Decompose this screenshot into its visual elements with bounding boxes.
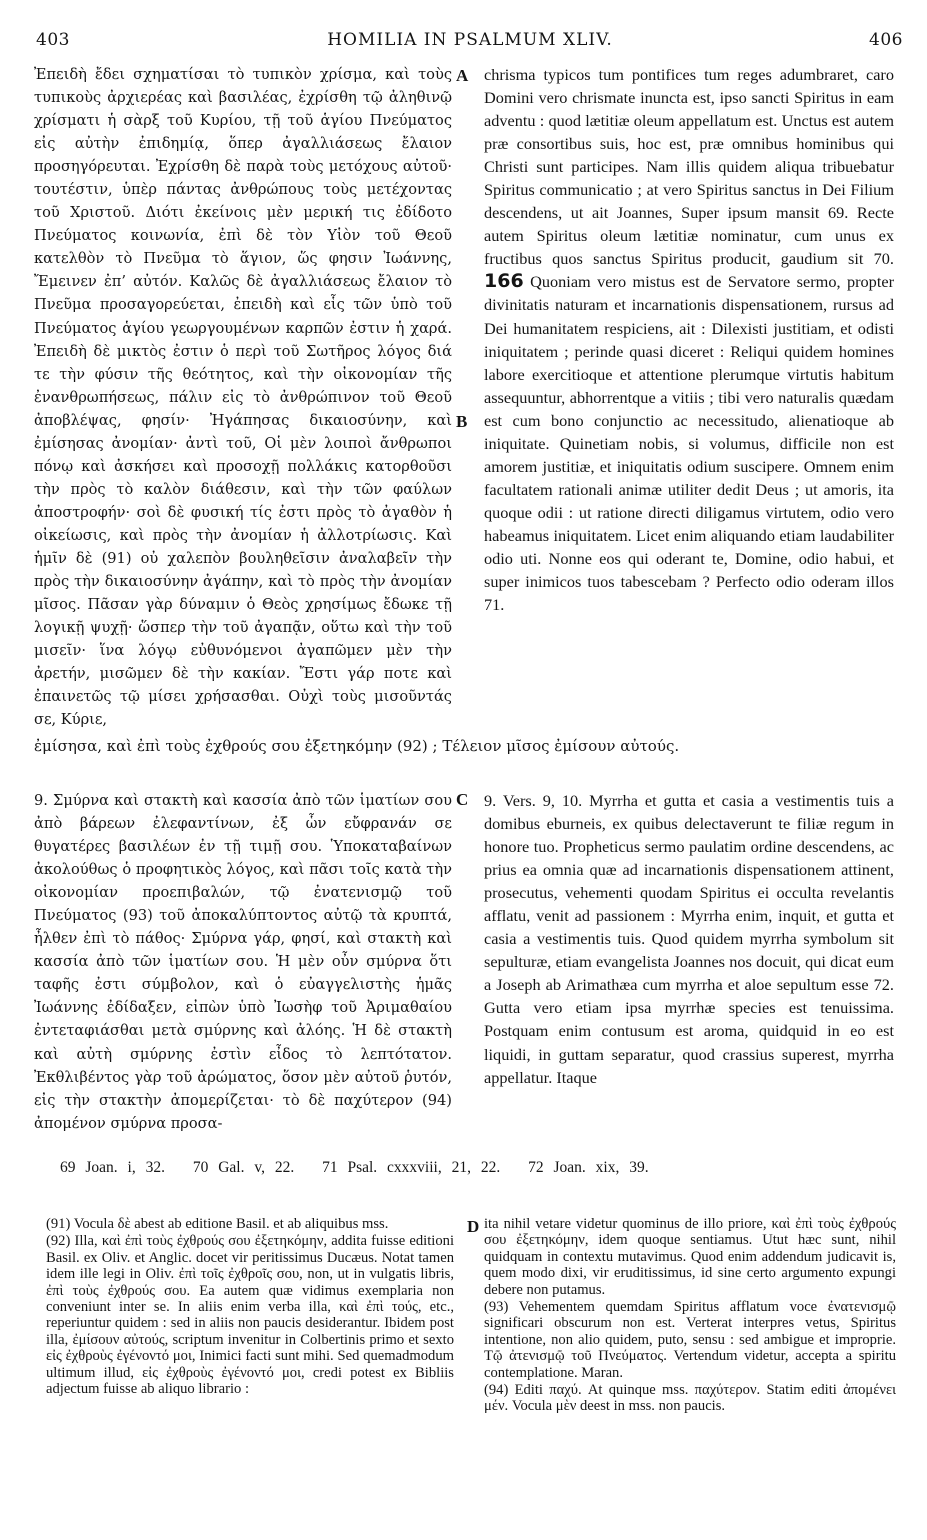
reference-item: 72 Joan. xix, 39.	[528, 1159, 649, 1176]
latin-text-1-part: chrisma typicos tum pontifices tum reges adumbraret, caro Domini vero chrismate inuncta est, ipso sancti Spiritus in eam adventu : quod lætitiæ oleum appellatum est. Unctus est autem præ consortibus suis, hoc est, præ omnibus hominibus qui Christi sunt participes. Nam illis quidem aliqua tribuebatur Spiritus communicatio ; at vero Spiritus sanctus in Dei Filium descendens, ut ait Joannes, Super ipsum mansit 69. Recte autem Spiritus oleum lætitiæ nominatur, cum unus ex fructibus quos sanctus Spiritus producit, gaudium sit 70.	[484, 65, 894, 269]
footnote-92: (92) Illa, καὶ ἐπὶ τοὺς ἐχθρούς σου ἐξετηκόμην, addita fuisse editioni Basil. ex Oliv. et Anglic. docet vir peritissimus Ducæus. Notat tamen idem ille legi in Oliv. ἐπὶ τοῖς ἐχθροῖς σου, non, ut in vulgatis libris, ἐπὶ τοὺς ἐχθρούς σου. Ea autem quæ vidimus exemplaria non conveniunt inter se. In aliis enim verba illa, καὶ ἐπὶ τούς, etc., reperiuntur quidem : sed in aliis non paucis desiderantur. Ibidem post illa, ἐμίσουν αὐτούς, scriptum invenitur in Colbertinis primo et sexto εἰς ἐχθροὺς ἐγένοντό μοι, Inimici facti sunt mihi. Sed quemadmodum ultimum illud, εἰς ἐχθροὺς ἐγένοντό μοι, credi potest ex Bibliis adjectum fuisse ab aliquo librario :	[46, 1233, 454, 1398]
scripture-references	[60, 1159, 900, 1177]
footnotes-left	[46, 1216, 454, 1516]
right-page-number: 406	[869, 30, 903, 50]
latin-text-1-cont: Quoniam vero mistus est de Servatore sermo, propter divinitatis naturam et incarnationis dispensationem, rursus ad Dei humanitatem respiciens, ait : Dilexisti justitiam, et odisti iniquitatem ; perinde quasi diceret : Reliqui quidem homines labore exercitioque et attentione plerumque virtutis habitum assequuntur, abhorrentque a vitiis ; tibi vero naturalis quædam est cum bono conjunctio ac necessitudo, alienatioque ab iniquitate. Quinetiam nobis, si volumus, difficile non est amorem justitiæ, et iniquitatis odium suscipere. Omnem enim facultatem rationali animæ utiliter dedit Deus ; ut amoris, ita quoque odii : ut ratione directi diligamus virtutem, odio vero habeamus iniquitatem. Licet enim aliquando etiam laudabiliter odio uti. Nonne eos qui oderant te, Domine, odio habui, et super inimicos tuos tabescebam ? Perfecto odio oderam illos 71.	[484, 272, 894, 615]
footnote-92-cont: ita nihil vetare videtur quominus de illo priore, καὶ ἐπὶ τοὺς ἐχθρούς σου ἐξετηκόμην, idem quoque sentiamus. Utut hæc sunt, nihil quidquam in contextu mutavimus. Quod enim addendum judicavit is, quem modo dixi, vir eruditissimus, id sine certo argumento expungi debere non putamus.	[484, 1216, 896, 1298]
margin-marker-a: A	[456, 66, 469, 85]
latin-column-bottom	[484, 789, 894, 1159]
running-title: HOMILIA IN PSALMUM XLIV.	[327, 30, 613, 50]
margin-marker-c: C	[456, 790, 469, 809]
left-page-number: 403	[36, 30, 70, 50]
greek-text-1: Ἐπειδὴ ἔδει σχηματίσαι τὸ τυπικὸν χρίσμα, καὶ τοὺς τυπικοὺς ἀρχιερέας καὶ βασιλέας, ἐχρίσθη τῷ ἀληθινῷ χρίσματι ἡ σὰρξ τοῦ Κυρίου, τῇ τοῦ ἁγίου Πνεύματος εἰς αὐτὴν ἐπιδημίᾳ, ὅπερ ἀγαλλιάσεως ἔλαιον προσηγόρευται. Ἐχρίσθη δὲ παρὰ τοὺς μετόχους αὐτοῦ· τουτέστιν, ὑπὲρ πάντας ἀνθρώπους τοὺς μετέχοντας τοῦ Χριστοῦ. Διότι ἐκείνοις μὲν μερική τις ἐδίδοτο Πνεύματος κοινωνία, ἐπὶ δὲ τὸν Υἱὸν τοῦ Θεοῦ κατελθὸν τὸ Πνεῦμα τὸ ἅγιον, ὥς φησιν Ἰωάννης, Ἔμεινεν ἐπ’ αὐτόν. Καλῶς δὲ ἀγαλλιάσεως ἔλαιον τὸ Πνεῦμα προσαγορεύεται, ἐπειδὴ καὶ εἷς τῶν ὑπὸ τοῦ Πνεύματος ἁγίου γεωργουμένων καρπῶν ἐστιν ἡ χαρά. Ἐπειδὴ δὲ μικτὸς ἐστιν ὁ περὶ τοῦ Σωτῆρος λόγος διά τε τὴν φύσιν τῆς θεότητος, καὶ τὴν οἰκονομίαν τῆς ἐνανθρωπήσεως, πάλιν εἰς τὸ ἀνθρώπινον τοῦ Θεοῦ ἀποβλέψας, φησίν· Ἠγάπησας δικαιοσύνην, καὶ ἐμίσησας ἀνομίαν· ἀντὶ τοῦ, Οἱ μὲν λοιποὶ ἄνθρωποι πόνῳ καὶ ἀσκήσει καὶ προσοχῇ πολλάκις κατορθοῦσι τὴν πρὸς τὸ καλὸν διάθεσιν, καὶ τὴν τῶν φαύλων ἀποστροφήν· σοὶ δὲ φυσική τίς ἐστι πρὸς τὸ ἀγαθὸν ἡ οἰκείωσις, καὶ πρὸς τὴν ἀνομίαν ἡ ἀλλοτρίωσις. Καὶ ἡμῖν δὲ (91) οὐ χαλεπὸν βουληθεῖσιν ἀναλαβεῖν τὴν πρὸς τὴν δικαιοσύνην ἀγάπην, καὶ τὸ πρὸς τὴν ἀνομίαν μῖσος. Πᾶσαν γὰρ δύναμιν ὁ Θεὸς χρησίμως ἔδωκε τῇ λογικῇ ψυχῇ· ὥσπερ τὴν τοῦ ἀγαπᾷν, οὕτω καὶ τὴν τοῦ μισεῖν· ἵνα λόγῳ εὐθυνόμενοι ἀγαπῶμεν μὲν τὴν ἀρετήν, μισῶμεν δὲ τὴν κακίαν. Ἔστι γάρ ποτε καὶ ἐπαινετῶς τῷ μίσει χρήσασθαι. Οὐχὶ τοὺς μισοῦντάς σε, Κύριε,	[34, 66, 452, 729]
latin-text-2: 9. Vers. 9, 10. Myrrha et gutta et casia a vestimentis tuis a domibus eburneis, ex quibus delectaverunt te filiæ regum in honore tuo. Propheticus sermo paulatim ordine descendens, ac prius ea omnia quæ ad incarnationis dispensationem attinent, prosecutus, vehementi quodam Spiritus ei occulta revelantis afflatu, venit ad passionem : Myrrha enim, inquit, et gutta et casia a vestimentis tuis. Quod quidem myrrha symbolum sit sepulturæ, etiam evangelista Joannes nos docuit, qui dicat eum a Joseph ab Arimathæa cum myrrha et aloe sepultum esse 72. Gutta vero etiam ipsa myrrhæ species est tenuissima. Postquam enim contusum est aroma, quidquid in eo est liquidi, in guttam separatur, quod crassius superest, myrrha appellatur. Itaque	[484, 791, 894, 1087]
footnotes-right	[484, 1216, 896, 1516]
margin-marker-d: D	[467, 1217, 480, 1236]
latin-column-top	[484, 63, 894, 795]
greek-column-top	[34, 63, 452, 795]
margin-marker-b: B	[456, 412, 468, 431]
footnote-91: (91) Vocula δὲ abest ab editione Basil. et ab aliquibus mss.	[46, 1216, 389, 1232]
footnote-94: (94) Editi παχύ. At quinque mss. παχύτερον. Statim editi ἀπομένει μέν. Vocula μὲν deest in mss. non paucis.	[484, 1382, 896, 1415]
footnote-93: (93) Vehementem quemdam Spiritus afflatum voce ἐνατενισμῷ significari obscurum non est. Verterat interpres vetus, Spiritus intentione, non alio quidem, puto, sensu : sed ambigue et improprie. Τῷ ἀτενισμῷ τοῦ Πνεύματος. Vertendum videtur, accepta a spiritu contemplatione. Maran.	[484, 1299, 896, 1381]
reference-item: 71 Psal. cxxxviii, 21, 22.	[322, 1159, 501, 1176]
bridge-line: ἐμίσησα, καὶ ἐπὶ τοὺς ἐχθρούς σου ἐξετηκόμην (92) ; Τέλειον μῖσος ἐμίσουν αὐτούς.	[34, 737, 680, 755]
greek-text-2: 9. Σμύρνα καὶ στακτὴ καὶ κασσία ἀπὸ τῶν ἱματίων σου ἀπὸ βάρεων ἐλεφαντίνων, ἐξ ὧν εὔφρανάν σε θυγατέρες βασιλέων ἐν τῇ τιμῇ σου. Ὑποκαταβαίνων ἀκολούθως ὁ προφητικὸς λόγος, καὶ πᾶσι τοῖς κατὰ τὴν οἰκονομίαν προεπιβαλών, τῷ ἐνατενισμῷ τοῦ Πνεύματος (93) τοῦ ἀποκαλύπτοντος αὐτῷ τὰ κρυπτά, ἦλθεν ἐπὶ τὸ πάθος· Σμύρνα γάρ, φησί, καὶ στακτὴ καὶ κασσία ἀπὸ τῶν ἱματίων σου. Ἡ μὲν οὖν σμύρνα ὅτι ταφῆς ἐστι σύμβολον, καὶ ὁ εὐαγγελιστὴς ἡμᾶς Ἰωάννης ἐδίδαξεν, εἰπὼν ὑπὸ Ἰωσὴφ τοῦ Ἀριμαθαίου ἐντεταφιάσθαι μετὰ σμύρνης καὶ ἀλόης. Ἡ δὲ στακτὴ καὶ αὐτὴ σμύρνης ἐστὶν εἶδος τὸ λεπτότατον. Ἐκθλιβέντος γὰρ τοῦ ἀρώματος, ὅσον μὲν αὐτοῦ ῥυτόν, εἰς τὴν στακτὴν ἀπομερίζεται· τὸ δὲ παχύτερον (94) ἀπομένον σμύρνα προσα-	[34, 792, 452, 1132]
reference-item: 70 Gal. v, 22.	[192, 1159, 295, 1176]
latin-text-1	[484, 63, 894, 616]
reference-item: 69 Joan. i, 32.	[60, 1159, 165, 1176]
column-marker-166: 166	[484, 270, 524, 293]
greek-column-bottom	[34, 789, 452, 1159]
